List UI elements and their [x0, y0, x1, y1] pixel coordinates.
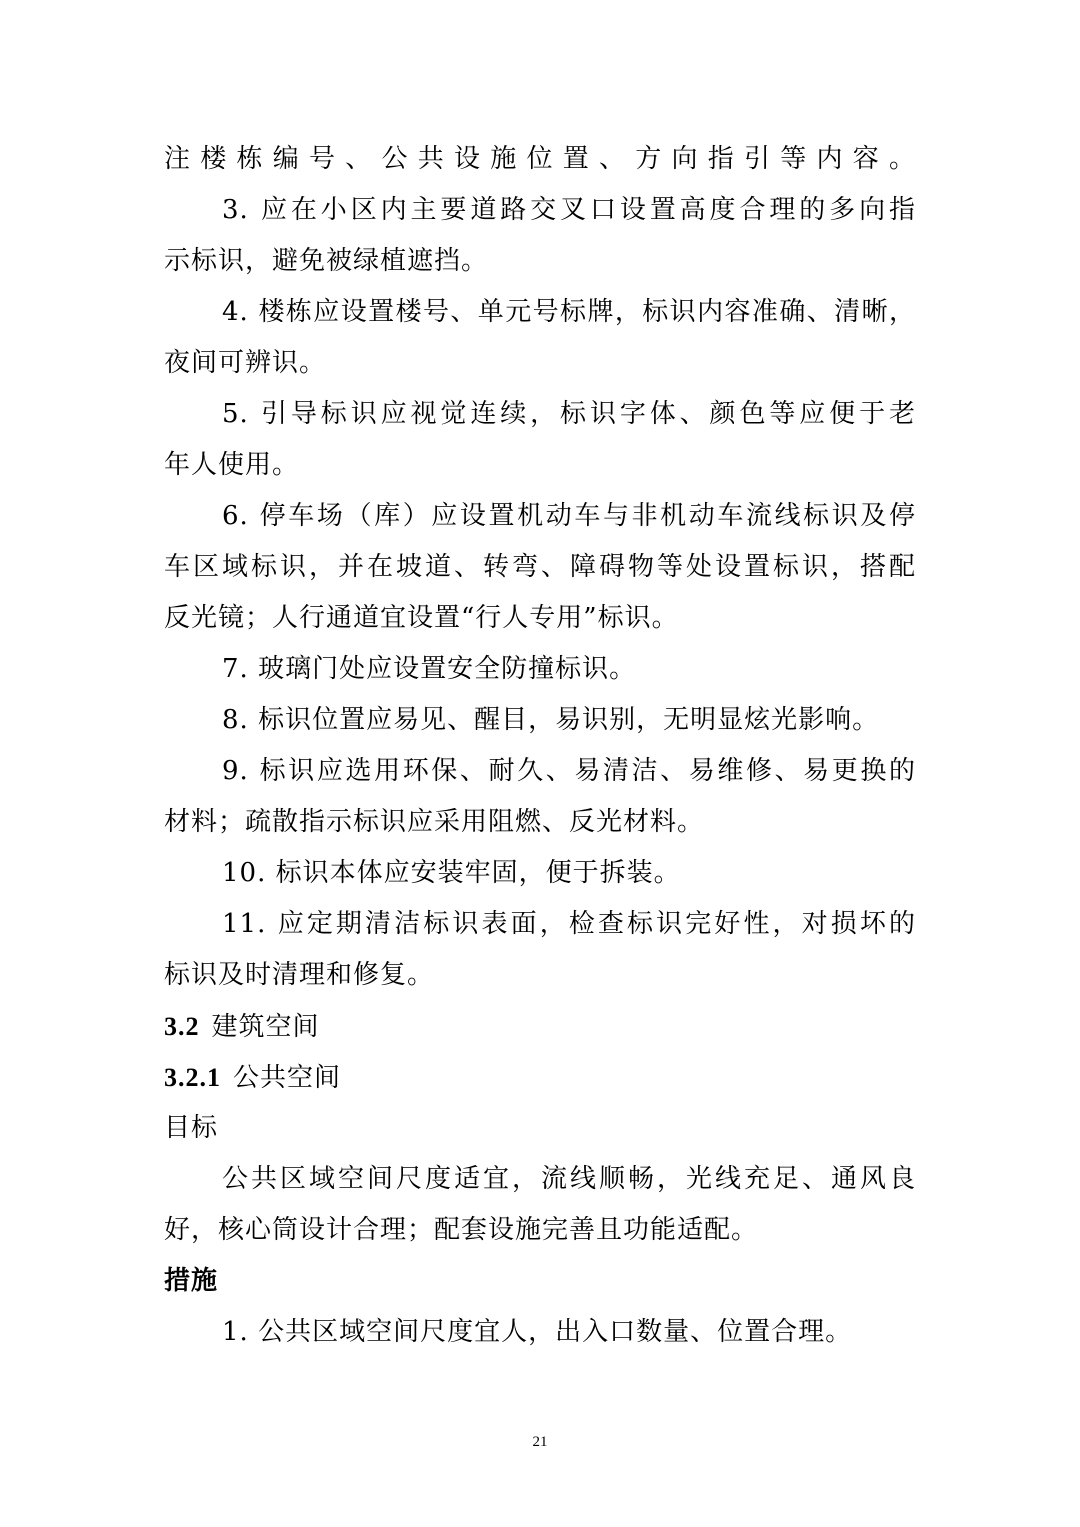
body-line: 3. 应在小区内主要道路交叉口设置高度合理的多向指	[222, 195, 916, 225]
body-line: 反光镜；人行通道宜设置“行人专用”标识。	[164, 603, 679, 633]
body-line: 8. 标识位置应易见、醒目，易识别，无明显炫光影响。	[222, 705, 880, 735]
body-line: 材料；疏散指示标识应采用阻燃、反光材料。	[164, 807, 705, 837]
body-line: 10. 标识本体应安装牢固，便于拆装。	[222, 858, 681, 888]
page-number: 21	[532, 1434, 548, 1450]
body-line: 9. 标识应选用环保、耐久、易清洁、易维修、易更换的	[222, 756, 916, 786]
body-line: 车区域标识，并在坡道、转弯、障碍物等处设置标识，搭配	[164, 552, 916, 582]
body-line: 公共区域空间尺度适宜，流线顺畅，光线充足、通风良	[222, 1164, 916, 1194]
section-title: 建筑空间	[211, 1012, 320, 1042]
body-line: 夜间可辨识。	[164, 348, 327, 378]
body-line: 标识及时清理和修复。	[164, 960, 435, 990]
body-line: 6. 停车场（库）应设置机动车与非机动车流线标识及停	[222, 501, 916, 531]
body-line: 注楼栋编号、公共设施位置、方向指引等内容。	[164, 144, 916, 174]
body-line: 4. 楼栋应设置楼号、单元号标牌，标识内容准确、清晰，	[222, 297, 916, 327]
body-line: 7. 玻璃门处应设置安全防撞标识。	[222, 654, 637, 684]
body-line: 示标识，避免被绿植遮挡。	[164, 246, 489, 276]
section-heading-3-2-1	[164, 1052, 916, 1103]
document-page	[164, 134, 916, 1358]
body-line: 5. 引导标识应视觉连续，标识字体、颜色等应便于老	[222, 399, 916, 429]
section-number: 3.2.1	[164, 1063, 221, 1092]
section-number: 3.2	[164, 1012, 200, 1041]
body-line: 11. 应定期清洁标识表面，检查标识完好性，对损坏的	[222, 909, 916, 939]
body-line: 1. 公共区域空间尺度宜人，出入口数量、位置合理。	[222, 1317, 853, 1347]
measures-heading: 措施	[164, 1266, 219, 1296]
goal-heading: 目标	[164, 1113, 219, 1143]
section-heading-3-2	[164, 1001, 916, 1052]
body-line: 好，核心筒设计合理；配套设施完善且功能适配。	[164, 1215, 759, 1245]
section-title: 公共空间	[233, 1063, 342, 1093]
body-line: 年人使用。	[164, 450, 300, 480]
